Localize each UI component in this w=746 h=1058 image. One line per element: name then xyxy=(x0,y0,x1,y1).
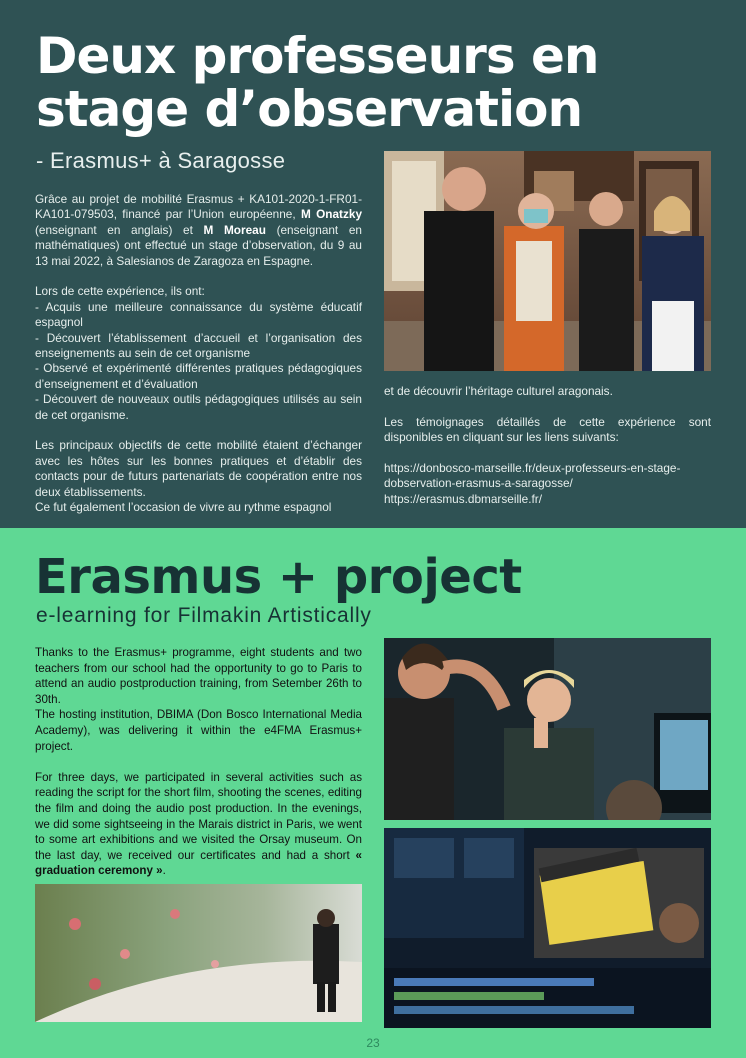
list-item: - Découvert l’établissement d’accueil et l’organisation des enseignements au sein de cet organisme xyxy=(35,330,362,361)
graduation-ceremony-bold: « graduation ceremony » xyxy=(35,848,362,878)
erasmus-site-link[interactable]: https://erasmus.dbmarseille.fr/ xyxy=(384,491,543,506)
orsay-museum-photo xyxy=(35,884,362,1022)
erasmus-paragraph-1: Thanks to the Erasmus+ programme, eight students and two teachers from our school had the opportunity to go to Paris to attend an audio postproduction training, from Setember 26th to 30th. xyxy=(35,646,362,706)
article-link[interactable]: https://donbosco-marseille.fr/deux-professeurs-en-stage-dobservation-erasmus-a-saragosse/ xyxy=(384,461,681,491)
section-erasmus-title: Erasmus + project xyxy=(35,549,522,605)
intro-paragraph: Grâce au projet de mobilité Erasmus + KA101-2020-1-FR01-KA101-079503, financé par l’Union européenne, M Onatzky (enseignant en anglais) et M Moreau (enseignant en mathématiques) ont effectué un stage d’observation, du 9 au 13 mai 2022, à Salesianos de Zaragoza en Espagne. xyxy=(35,192,362,268)
testimonials-paragraph: Les témoignages détaillés de cette expérience sont disponibles en cliquant sur les liens suivants: xyxy=(384,414,711,445)
continuation-left: Ce fut également l’occasion de vivre au rythme espagnol xyxy=(35,500,332,515)
zaragoza-group-photo xyxy=(384,151,711,371)
section-erasmus-subtitle: e-learning for Filmakin Artistically xyxy=(36,604,372,627)
teacher-name-1: M Onatzky xyxy=(300,207,362,222)
erasmus-paragraph-3: For three days, we participated in several activities such as reading the script for the short film, shooting the scenes, editing the film and doing the audio post production. In the evenings, we did some sightseeing in the Marais district in Paris, we went to some art exhibitions and we visited the Orsay museum. On the last day, we received our certificates and had a short « graduation ceremony ». xyxy=(35,770,362,878)
section-zaragoza-right-column xyxy=(384,384,711,507)
section-zaragoza-left-column xyxy=(35,192,362,516)
section-erasmus-text xyxy=(35,645,362,879)
editing-photo-illustration xyxy=(384,828,711,1028)
list-item: - Acquis une meilleure connaissance du système éducatif espagnol xyxy=(35,299,362,330)
section-zaragoza-title: Deux professeurs en stage d’observation xyxy=(36,27,599,138)
list-item: - Découvert de nouveaux outils pédagogiques utilisés au sein de cet organisme. xyxy=(35,392,362,422)
erasmus-paragraph-2: The hosting institution, DBIMA (Don Bosco International Media Academy), was delivering it within the e4FMA Erasmus+ project. xyxy=(35,708,362,753)
page-number: 23 xyxy=(366,1036,380,1050)
group-photo-illustration xyxy=(384,151,711,371)
section-zaragoza xyxy=(0,0,746,528)
students-studio-photo xyxy=(384,638,711,820)
studio-photo-illustration xyxy=(384,638,711,820)
list-intro: Lors de cette expérience, ils ont: xyxy=(35,284,205,299)
continuation-right: et de découvrir l’héritage culturel aragonais. xyxy=(384,384,613,398)
list-item: - Observé et expérimenté différentes pratiques pédagogiques d’enseignement et d’évaluation xyxy=(35,361,362,391)
orsay-photo-illustration xyxy=(35,884,362,1022)
objectives-paragraph: Les principaux objectifs de cette mobilité étaient d’échanger avec les hôtes sur les bonnes pratiques et d’établir des contacts pour de futurs partenariats de coopération entre nos deux établissements. xyxy=(35,438,362,499)
editing-software-photo xyxy=(384,828,711,1028)
teacher-name-2: M Moreau xyxy=(203,222,266,237)
section-zaragoza-subtitle: - Erasmus+ à Saragosse xyxy=(36,148,286,173)
